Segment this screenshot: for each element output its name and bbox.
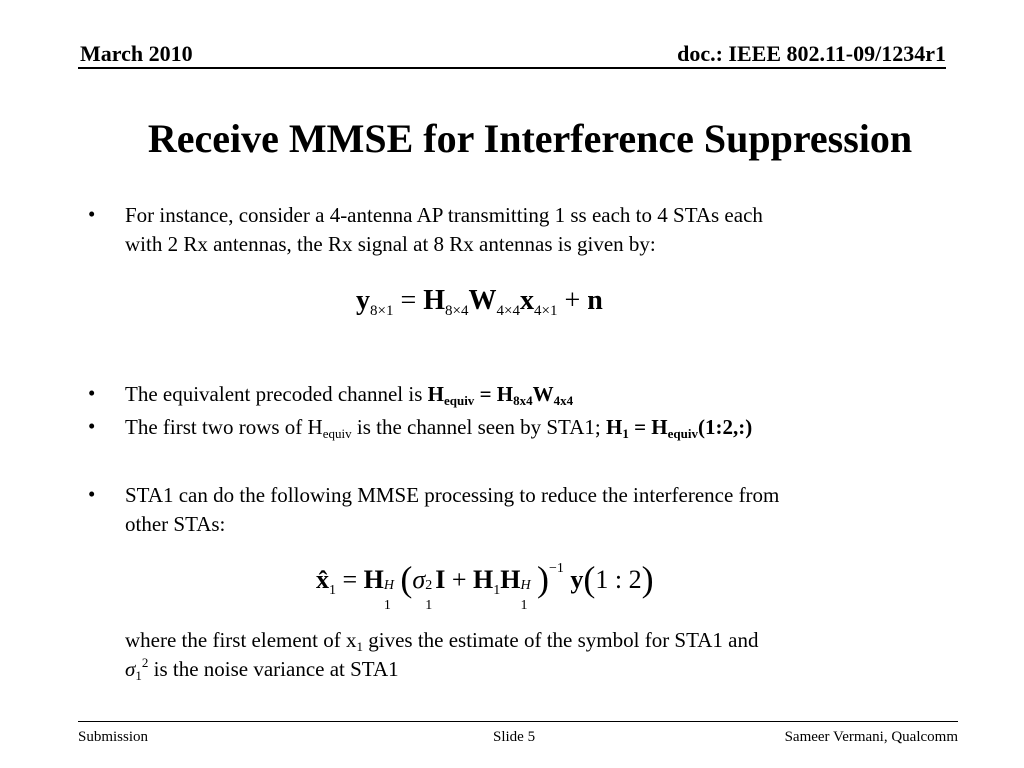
eq2-arg: 1 : 2	[595, 565, 642, 594]
bullet-3-suffix: (1:2,:)	[697, 415, 753, 439]
bullet-2-H: H	[427, 382, 444, 406]
eq2-equals: =	[342, 565, 358, 594]
header-date: March 2010	[80, 41, 193, 66]
eq1-W: W	[468, 285, 497, 316]
bullet-marker: •	[88, 202, 96, 226]
header-doc-id: doc.: IEEE 802.11-09/1234r1	[677, 41, 946, 66]
bullet-marker: •	[88, 482, 96, 506]
bullet-3-text: The first two rows of H	[125, 415, 323, 439]
note-line-1-suffix: gives the estimate of the symbol for STA1 and	[363, 628, 759, 652]
eq2-sigma-sub: 1	[425, 598, 433, 613]
equation-received-signal	[356, 284, 603, 328]
eq1-H-dim: 8×4	[445, 303, 469, 319]
footer-slide-number: Slide 5	[493, 729, 536, 745]
bullet-marker: •	[88, 414, 96, 438]
bullet-2-H2-sub: 8x4	[513, 393, 533, 408]
eq2-H2-sup: H	[520, 578, 531, 593]
bullet-1	[125, 201, 763, 259]
bullet-3-sub: equiv	[322, 426, 352, 441]
note-line-2	[125, 655, 759, 684]
note-sigma-sup: 2	[141, 655, 149, 670]
eq2-rparen: )	[537, 559, 549, 599]
bullet-2-text: The equivalent precoded channel is	[125, 382, 428, 406]
bullet-marker: •	[88, 381, 96, 405]
eq2-H-sup: H	[383, 578, 395, 593]
eq2-H2-sub: 1	[520, 598, 528, 613]
eq2-plus: +	[451, 565, 467, 594]
eq1-y-dim: 8×1	[370, 303, 394, 319]
eq1-x: x	[519, 285, 534, 316]
bullet-3-eq: = H	[628, 415, 668, 439]
eq2-H-sub: 1	[383, 598, 391, 613]
eq2-lparen: (	[400, 559, 413, 599]
eq2-arg-lparen: (	[583, 559, 596, 599]
header-divider	[78, 67, 946, 69]
equation-mmse	[316, 547, 654, 613]
bullet-3-H1: H	[605, 415, 623, 439]
bullet-4-line-1: STA1 can do the following MMSE processing to reduce the interference from	[125, 483, 780, 507]
eq1-n: n	[587, 285, 603, 316]
footer-divider	[78, 721, 958, 722]
note-line-1-prefix: where the first element of x	[125, 628, 357, 652]
eq2-H1: H	[473, 565, 494, 594]
bullet-2-eq: = H	[474, 382, 514, 406]
eq2-H: H	[363, 565, 384, 594]
bullet-4	[125, 481, 779, 539]
eq2-I: I	[435, 565, 446, 594]
bullet-2-H-sub: equiv	[443, 393, 475, 408]
eq1-H: H	[423, 285, 446, 316]
eq2-sigma: σ	[412, 565, 426, 594]
eq1-W-dim: 4×4	[496, 303, 520, 319]
eq1-equals: =	[400, 285, 417, 316]
bullet-2-W: W	[532, 382, 554, 406]
bullet-3-Heq-sub: equiv	[667, 426, 698, 441]
bullet-1-line-2: with 2 Rx antennas, the Rx signal at 8 Rx antennas is given by:	[125, 232, 656, 256]
footer-author: Sameer Vermani, Qualcomm	[784, 729, 958, 745]
eq2-arg-rparen: )	[641, 559, 654, 599]
note-line-1	[125, 626, 759, 655]
bullet-2-W-sub: 4x4	[553, 393, 574, 408]
bullet-3	[125, 413, 752, 442]
eq2-xhat: x̂	[316, 565, 329, 594]
eq1-y: y	[356, 285, 370, 316]
note-line-1-sub: 1	[356, 639, 363, 654]
eq2-inverse: −1	[549, 561, 564, 576]
eq2-H2: H	[500, 565, 521, 594]
eq1-plus: +	[564, 285, 581, 316]
footer-submission: Submission	[78, 729, 149, 745]
note-line-2-suffix: is the noise variance at STA1	[148, 657, 399, 681]
bullet-3-middle: is the channel seen by STA1;	[351, 415, 606, 439]
eq1-x-dim: 4×1	[533, 303, 558, 319]
note-sigma-sub: 1	[135, 668, 142, 683]
bullet-1-line-1: For instance, consider a 4-antenna AP transmitting 1 ss each to 4 STAs each	[125, 203, 763, 227]
eq2-sigma-sup: 2	[425, 578, 433, 593]
note-sigma: σ	[125, 657, 136, 681]
bullet-2	[125, 380, 573, 409]
slide-title: Receive MMSE for Interference Suppression	[147, 116, 913, 161]
eq2-xhat-sub: 1	[329, 583, 336, 598]
bullet-4-line-2: other STAs:	[125, 512, 226, 536]
bullet-3-H1-sub: 1	[622, 426, 629, 441]
eq2-y: y	[570, 565, 584, 594]
note-text	[125, 626, 759, 684]
eq2-H1-sub: 1	[493, 583, 501, 598]
